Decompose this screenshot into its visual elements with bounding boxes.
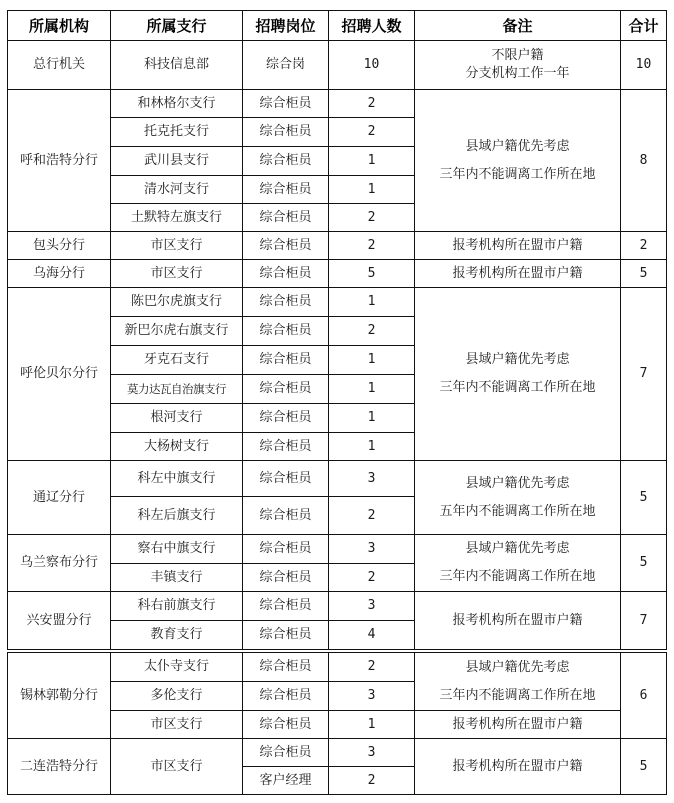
org-cell: 乌海分行 [8, 260, 111, 288]
org-cell: 呼伦贝尔分行 [8, 288, 111, 461]
table-row [8, 653, 667, 682]
position-cell: 综合柜员 [243, 317, 329, 346]
position-cell: 综合柜员 [243, 461, 329, 497]
branch-cell: 市区支行 [111, 711, 243, 739]
count-cell: 1 [329, 375, 415, 404]
total-cell: 5 [621, 739, 667, 795]
org-cell: 兴安盟分行 [8, 592, 111, 650]
header-note: 备注 [415, 11, 621, 41]
count-cell: 1 [329, 176, 415, 204]
position-cell: 综合柜员 [243, 375, 329, 404]
org-cell: 二连浩特分行 [8, 739, 111, 795]
branch-cell: 丰镇支行 [111, 564, 243, 592]
position-cell: 综合柜员 [243, 147, 329, 176]
note-cell: 县域户籍优先考虑 三年内不能调离工作所在地 [415, 90, 621, 232]
note-cell: 报考机构所在盟市户籍 [415, 232, 621, 260]
note-cell: 县域户籍优先考虑 五年内不能调离工作所在地 [415, 461, 621, 535]
position-cell: 综合柜员 [243, 592, 329, 621]
position-cell: 综合柜员 [243, 90, 329, 118]
count-cell: 2 [329, 317, 415, 346]
position-cell: 综合柜员 [243, 204, 329, 232]
note-cell: 报考机构所在盟市户籍 [415, 739, 621, 795]
position-cell: 综合柜员 [243, 653, 329, 682]
header-branch: 所属支行 [111, 11, 243, 41]
count-cell: 2 [329, 564, 415, 592]
total-cell: 7 [621, 288, 667, 461]
table-row [8, 90, 667, 118]
count-cell: 2 [329, 232, 415, 260]
position-cell: 综合柜员 [243, 404, 329, 433]
branch-cell: 武川县支行 [111, 147, 243, 176]
total-cell: 2 [621, 232, 667, 260]
branch-cell: 科技信息部 [111, 41, 243, 90]
branch-cell: 教育支行 [111, 621, 243, 650]
table-row [8, 41, 667, 90]
count-cell: 1 [329, 711, 415, 739]
total-cell: 10 [621, 41, 667, 90]
position-cell: 综合柜员 [243, 260, 329, 288]
org-cell: 总行机关 [8, 41, 111, 90]
org-cell: 乌兰察布分行 [8, 535, 111, 592]
count-cell: 2 [329, 653, 415, 682]
recruitment-table-upper [7, 10, 667, 650]
header-row [8, 11, 667, 41]
count-cell: 1 [329, 346, 415, 375]
note-cell: 报考机构所在盟市户籍 [415, 711, 621, 739]
count-cell: 4 [329, 621, 415, 650]
total-cell: 8 [621, 90, 667, 232]
note-cell: 县域户籍优先考虑 三年内不能调离工作所在地 [415, 288, 621, 461]
header-position: 招聘岗位 [243, 11, 329, 41]
total-cell: 6 [621, 653, 667, 739]
position-cell: 综合柜员 [243, 433, 329, 461]
position-cell: 综合岗 [243, 41, 329, 90]
branch-cell: 察右中旗支行 [111, 535, 243, 564]
table-row [8, 461, 667, 497]
position-cell: 综合柜员 [243, 346, 329, 375]
branch-cell: 市区支行 [111, 260, 243, 288]
branch-cell: 莫力达瓦自治旗支行 [111, 375, 243, 404]
count-cell: 3 [329, 739, 415, 767]
count-cell: 2 [329, 767, 415, 795]
branch-cell: 根河支行 [111, 404, 243, 433]
count-cell: 3 [329, 592, 415, 621]
branch-cell: 科左后旗支行 [111, 497, 243, 535]
count-cell: 1 [329, 433, 415, 461]
note-cell: 县域户籍优先考虑 三年内不能调离工作所在地 [415, 535, 621, 592]
branch-cell: 大杨树支行 [111, 433, 243, 461]
org-cell: 通辽分行 [8, 461, 111, 535]
position-cell: 综合柜员 [243, 176, 329, 204]
table-row [8, 535, 667, 564]
total-cell: 5 [621, 535, 667, 592]
position-cell: 综合柜员 [243, 621, 329, 650]
count-cell: 3 [329, 682, 415, 711]
branch-cell: 托克托支行 [111, 118, 243, 147]
count-cell: 2 [329, 90, 415, 118]
table-row [8, 260, 667, 288]
count-cell: 1 [329, 288, 415, 317]
count-cell: 3 [329, 461, 415, 497]
position-cell: 综合柜员 [243, 711, 329, 739]
branch-cell: 土默特左旗支行 [111, 204, 243, 232]
position-cell: 综合柜员 [243, 535, 329, 564]
note-cell: 不限户籍 分支机构工作一年 [415, 41, 621, 90]
branch-cell: 清水河支行 [111, 176, 243, 204]
count-cell: 1 [329, 147, 415, 176]
position-cell: 综合柜员 [243, 682, 329, 711]
org-cell: 锡林郭勒分行 [8, 653, 111, 739]
org-cell: 包头分行 [8, 232, 111, 260]
position-cell: 客户经理 [243, 767, 329, 795]
count-cell: 2 [329, 497, 415, 535]
table-row [8, 288, 667, 317]
recruitment-table-lower [7, 652, 667, 795]
note-cell: 报考机构所在盟市户籍 [415, 260, 621, 288]
branch-cell: 科左中旗支行 [111, 461, 243, 497]
count-cell: 1 [329, 404, 415, 433]
total-cell: 5 [621, 260, 667, 288]
count-cell: 3 [329, 535, 415, 564]
position-cell: 综合柜员 [243, 497, 329, 535]
count-cell: 2 [329, 118, 415, 147]
org-cell: 呼和浩特分行 [8, 90, 111, 232]
branch-cell: 科右前旗支行 [111, 592, 243, 621]
table-row [8, 232, 667, 260]
header-org: 所属机构 [8, 11, 111, 41]
table-row [8, 739, 667, 767]
branch-cell: 多伦支行 [111, 682, 243, 711]
branch-cell: 市区支行 [111, 739, 243, 795]
count-cell: 10 [329, 41, 415, 90]
position-cell: 综合柜员 [243, 288, 329, 317]
count-cell: 2 [329, 204, 415, 232]
position-cell: 综合柜员 [243, 564, 329, 592]
note-cell: 县域户籍优先考虑 三年内不能调离工作所在地 [415, 653, 621, 711]
branch-cell: 市区支行 [111, 232, 243, 260]
total-cell: 5 [621, 461, 667, 535]
branch-cell: 新巴尔虎右旗支行 [111, 317, 243, 346]
branch-cell: 和林格尔支行 [111, 90, 243, 118]
position-cell: 综合柜员 [243, 739, 329, 767]
branch-cell: 陈巴尔虎旗支行 [111, 288, 243, 317]
total-cell: 7 [621, 592, 667, 650]
note-cell: 报考机构所在盟市户籍 [415, 592, 621, 650]
branch-cell: 太仆寺支行 [111, 653, 243, 682]
count-cell: 5 [329, 260, 415, 288]
table-row [8, 592, 667, 621]
branch-cell: 牙克石支行 [111, 346, 243, 375]
header-count: 招聘人数 [329, 11, 415, 41]
position-cell: 综合柜员 [243, 118, 329, 147]
header-total: 合计 [621, 11, 667, 41]
position-cell: 综合柜员 [243, 232, 329, 260]
